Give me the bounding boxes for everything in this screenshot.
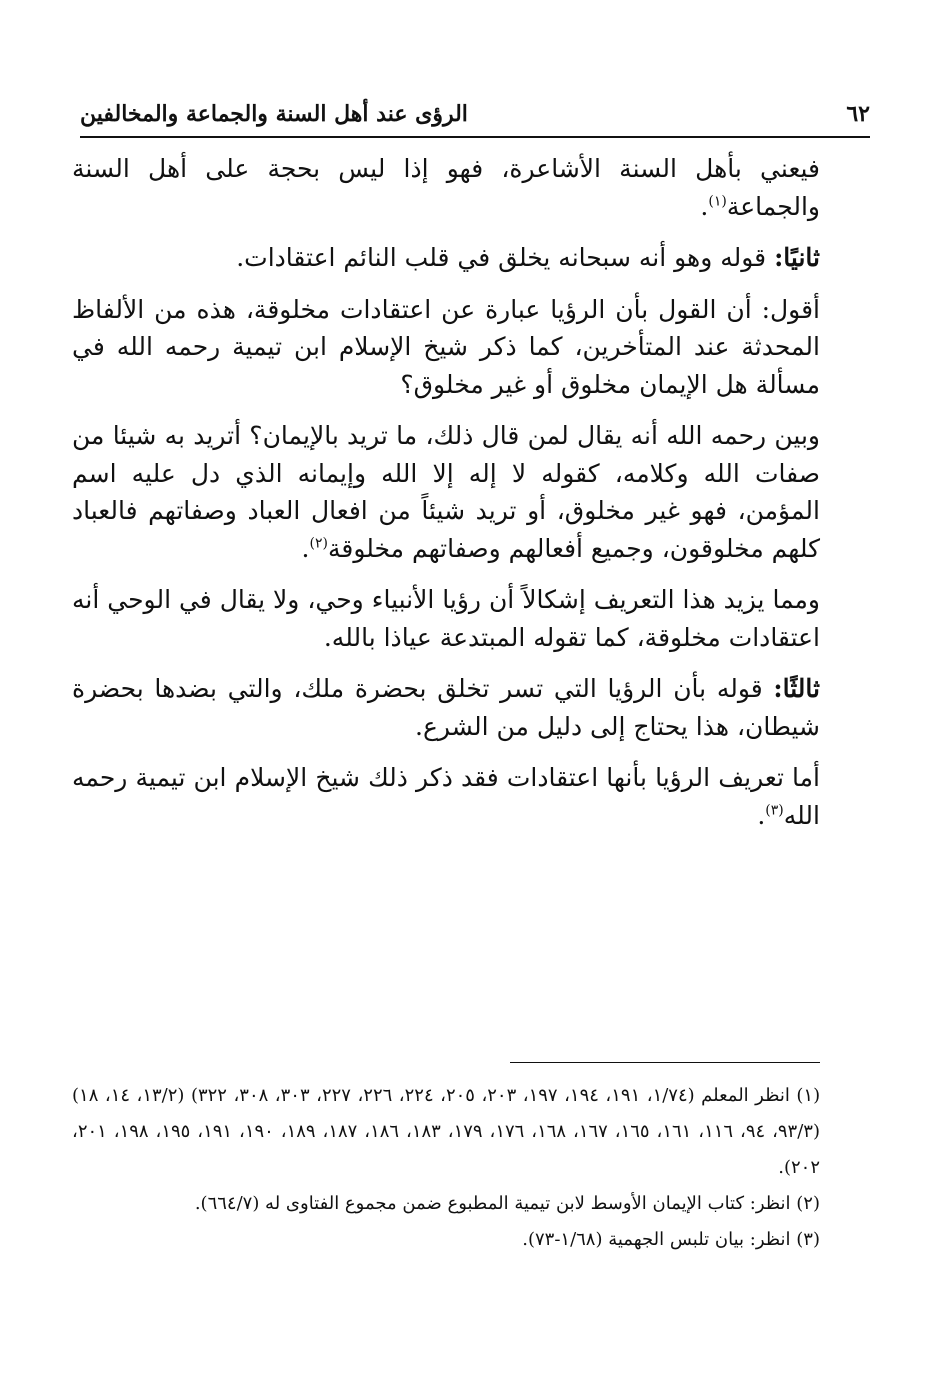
page-header [80,92,870,136]
footnote-ref-3: (٣) [765,802,784,819]
footnote-2: (٢) انظر: كتاب الإيمان الأوسط لابن تيمية المطبوع ضمن مجموع الفتاوى له (٦٦٤/٧). [194,1193,820,1214]
header-rule [80,136,870,138]
footnote-1: (١) انظر المعلم (١/٧٤، ١٩١، ١٩٤، ١٩٧، ٢٠٣، ٢٠٥، ٢٢٤، ٢٢٦، ٢٢٧، ٣٠٣، ٣٠٨، ٣٢٢) (١٣/٢، ١٤، ١٨) (٩٣/٣، ٩٤، ١١٦، ١٦١، ١٦٥، ١٦٧، ١٦٨، ١٧٦، ١٧٩، ١٨٣، ١٨٦، ١٨٧، ١٨٩، ١٩٠، ١٩١، ١٩٥، ١٩٨، ٢٠١، ٢٠٢). [72,1085,821,1178]
paragraph-7: أما تعريف الرؤيا بأنها اعتقادات فقد ذكر ذلك شيخ الإسلام ابن تيمية رحمه الله$^{(٣)}$. [72,763,820,830]
paragraph-6: ثالثًا: قوله بأن الرؤيا التي تسر تخلق بحضرة ملك، والتي بضدها بحضرة شيطان، هذا يحتاج إلى دليل من الشرع. [72,674,820,741]
running-title: الرؤى عند أهل السنة والجماعة والمخالفين [80,101,468,127]
footnote-rule [510,1062,820,1063]
paragraph-4: وبين رحمه الله أنه يقال لمن قال ذلك، ما تريد بالإيمان؟ أتريد به شيئا من صفات الله وكلامه، كقوله لا إله إلا الله وإيمانه الذي دل عليه اسم المؤمن، فهو غير مخلوق، أو تريد شيئاً من افعال العباد وصفاتهم فالعباد كلهم مخلوقون، وجميع أفعالهم وصفاتهم مخلوقة$^{(٢)}$. [72,421,820,563]
paragraph-2: ثانيًا: قوله وهو أنه سبحانه يخلق في قلب النائم اعتقادات. [236,243,820,272]
footnote-ref-2: (٢) [309,535,328,552]
point-label-second: ثانيًا: [774,243,820,272]
main-text [72,150,820,848]
paragraph-3: أقول: أن القول بأن الرؤيا عبارة عن اعتقادات مخلوقة، هذه من الألفاظ المحدثة عند المتأخرين، كما ذكر شيخ الإسلام ابن تيمية رحمه الله في مسألة هل الإيمان مخلوق أو غير مخلوق؟ [72,294,820,399]
footnote-ref-1: (١) [708,193,727,210]
paragraph-1: فيعني بأهل السنة الأشاعرة، فهو إذا ليس بحجة على أهل السنة والجماعة$^{(١)}$. [72,154,820,221]
page-number: ٦٢ [846,101,870,127]
footnotes [72,1078,820,1258]
paragraph-5: ومما يزيد هذا التعريف إشكالاً أن رؤيا الأنبياء وحي، ولا يقال في الوحي أنه اعتقادات مخلوقة، كما تقوله المبتدعة عياذا بالله. [72,585,820,652]
footnote-3: (٣) انظر: بيان تلبس الجهمية (١/٦٨-٧٣). [522,1229,820,1250]
point-label-third: ثالثًا: [773,674,820,703]
